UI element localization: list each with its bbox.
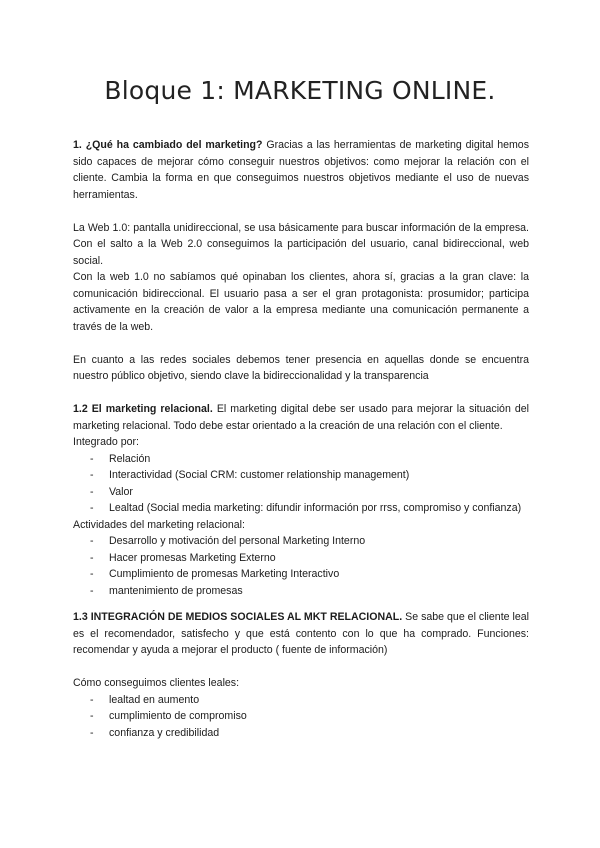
list-item: - Desarrollo y motivación del personal Marketing Interno [90, 533, 529, 550]
leales-list [73, 692, 529, 742]
actividades-label: Actividades del marketing relacional: [73, 518, 245, 531]
list-item: - confianza y credibilidad [90, 725, 529, 742]
list-item: - Interactividad (Social CRM: customer relationship management) [90, 467, 529, 484]
page-title: Bloque 1: MARKETING ONLINE. [104, 76, 496, 105]
web-paragraph-2: Con la web 1.0 no sabíamos qué opinaban los clientes, ahora sí, gracias a la gran clave: la comunicación bidireccional. El usuario pasa a ser el gran protagonista: prosumidor; participa activamente en la creación de valor a la empresa mediante una comunicación permanente a través de la web. [73, 271, 529, 333]
redes-paragraph: En cuanto a las redes sociales debemos tener presencia en aquellas donde se encuentra nuestro público objetivo, siendo clave la bidireccionalidad y la transparencia [73, 353, 529, 382]
document-body [73, 137, 529, 741]
list-item: - Relación [90, 451, 529, 468]
list-item: - Valor [90, 484, 529, 501]
leales-label: Cómo conseguimos clientes leales: [73, 677, 240, 689]
list-item: - Lealtad (Social media marketing: difundir información por rrss, compromiso y confianza) [90, 500, 529, 517]
section-1-3-heading: 1.3 INTEGRACIÓN DE MEDIOS SOCIALES AL MKT RELACIONAL. [73, 611, 403, 623]
integrado-label: Integrado por: [73, 436, 139, 448]
integrado-list [73, 451, 529, 517]
section-1-2-paragraph [73, 401, 529, 434]
web-paragraph-1: La Web 1.0: pantalla unidireccional, se usa básicamente para buscar información de la empresa. Con el salto a la Web 2.0 conseguimos la participación del usuario, canal bidireccional, web social. [73, 221, 529, 267]
section-1-heading: 1. ¿Qué ha cambiado del marketing? [73, 139, 263, 151]
section-1-3-text: Se sabe que el cliente leal es el recomendador, satisfecho y que está contento con lo que ha comprado. Funciones: recomendar y ayuda a mejorar el producto ( fuente de información) [73, 611, 529, 656]
section-1-2-text: El marketing digital debe ser usado para mejorar la situación del marketing relacional. Todo debe estar orientado a la creación de una relación con el cliente. [73, 403, 529, 432]
list-item: - Hacer promesas Marketing Externo [90, 550, 529, 567]
list-item: - lealtad en aumento [90, 692, 529, 709]
list-item: - mantenimiento de promesas [90, 583, 529, 600]
section-1-paragraph [73, 137, 529, 203]
actividades-list [73, 533, 529, 599]
section-1-3-paragraph [73, 609, 529, 659]
section-1-2-heading: 1.2 El marketing relacional. [73, 403, 213, 415]
list-item: - cumplimiento de compromiso [90, 708, 529, 725]
section-1-text: Gracias a las herramientas de marketing digital hemos sido capaces de mejorar cómo conseguir nuestros objetivos: como mejorar la relación con el cliente. Cambia la forma en que conseguimos nuestros objetivos mediante el uso de nuevas herramientas. [73, 139, 529, 201]
list-item: - Cumplimiento de promesas Marketing Interactivo [90, 566, 529, 583]
